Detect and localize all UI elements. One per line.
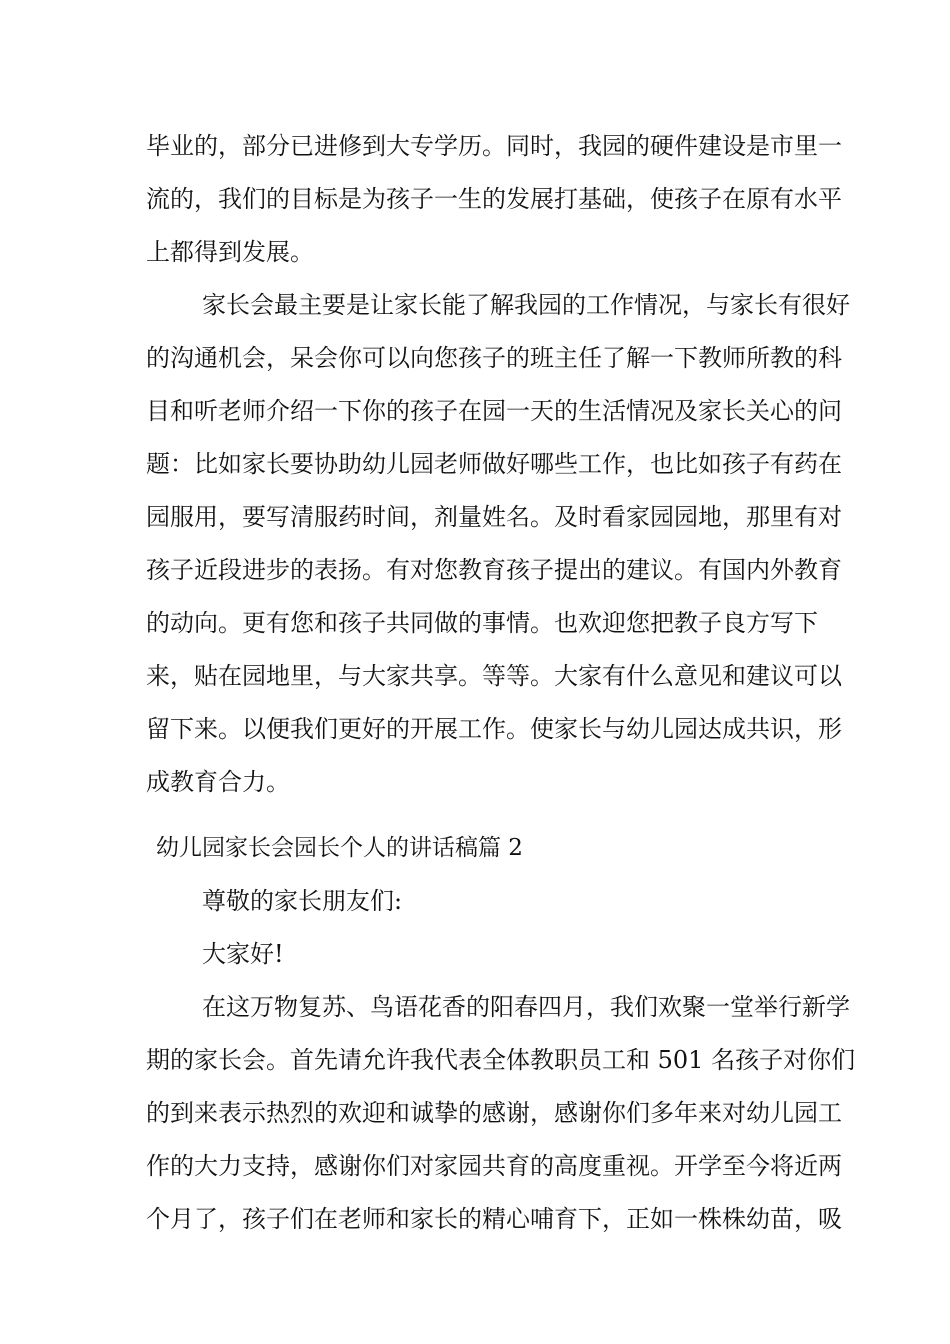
paragraph-2-line-1: 家长会最主要是让家长能了解我园的工作情况，与家长有很好 [202,291,850,319]
paragraph-3-line-4: 作的大力支持，感谢你们对家园共育的高度重视。开学至今将近两 [146,1152,842,1180]
paragraph-1-line-1: 毕业的，部分已进修到大专学历。同时，我园的硬件建设是市里一 [146,132,842,160]
paragraph-2-line-8: 来，贴在园地里，与大家共享。等等。大家有什么意见和建议可以 [146,662,842,690]
paragraph-2-line-3: 目和听老师介绍一下你的孩子在园一天的生活情况及家长关心的问 [146,397,842,425]
paragraph-2-line-6: 孩子近段进步的表扬。有对您教育孩子提出的建议。有国内外教育 [146,556,842,584]
salutation: 尊敬的家长朋友们: [202,887,403,915]
paragraph-2-line-4: 题：比如家长要协助幼儿园老师做好哪些工作，也比如孩子有药在 [146,450,842,478]
paragraph-2-line-9: 留下来。以便我们更好的开展工作。使家长与幼儿园达成共识，形 [146,715,842,743]
paragraph-2-line-7: 的动向。更有您和孩子共同做的事情。也欢迎您把教子良方写下 [146,609,818,637]
paragraph-1-line-3: 上都得到发展。 [146,238,314,266]
paragraph-3-line-2: 期的家长会。首先请允许我代表全体教职员工和 501 名孩子对你们 [146,1046,856,1074]
paragraph-1-line-2: 流的，我们的目标是为孩子一生的发展打基础，使孩子在原有水平 [146,185,842,213]
paragraph-2-line-10: 成教育合力。 [146,768,290,796]
paragraph-3-line-5: 个月了，孩子们在老师和家长的精心哺育下，正如一株株幼苗，吸 [146,1205,842,1233]
paragraph-2-line-5: 园服用，要写清服药时间，剂量姓名。及时看家园园地，那里有对 [146,503,842,531]
section-heading: 幼儿园家长会园长个人的讲话稿篇 2 [156,835,523,861]
paragraph-3-line-1: 在这万物复苏、鸟语花香的阳春四月，我们欢聚一堂举行新学 [202,993,850,1021]
paragraph-2-line-2: 的沟通机会，呆会你可以向您孩子的班主任了解一下教师所教的科 [146,344,842,372]
greeting: 大家好! [202,940,284,968]
paragraph-3-line-3: 的到来表示热烈的欢迎和诚挚的感谢，感谢你们多年来对幼儿园工 [146,1099,842,1127]
